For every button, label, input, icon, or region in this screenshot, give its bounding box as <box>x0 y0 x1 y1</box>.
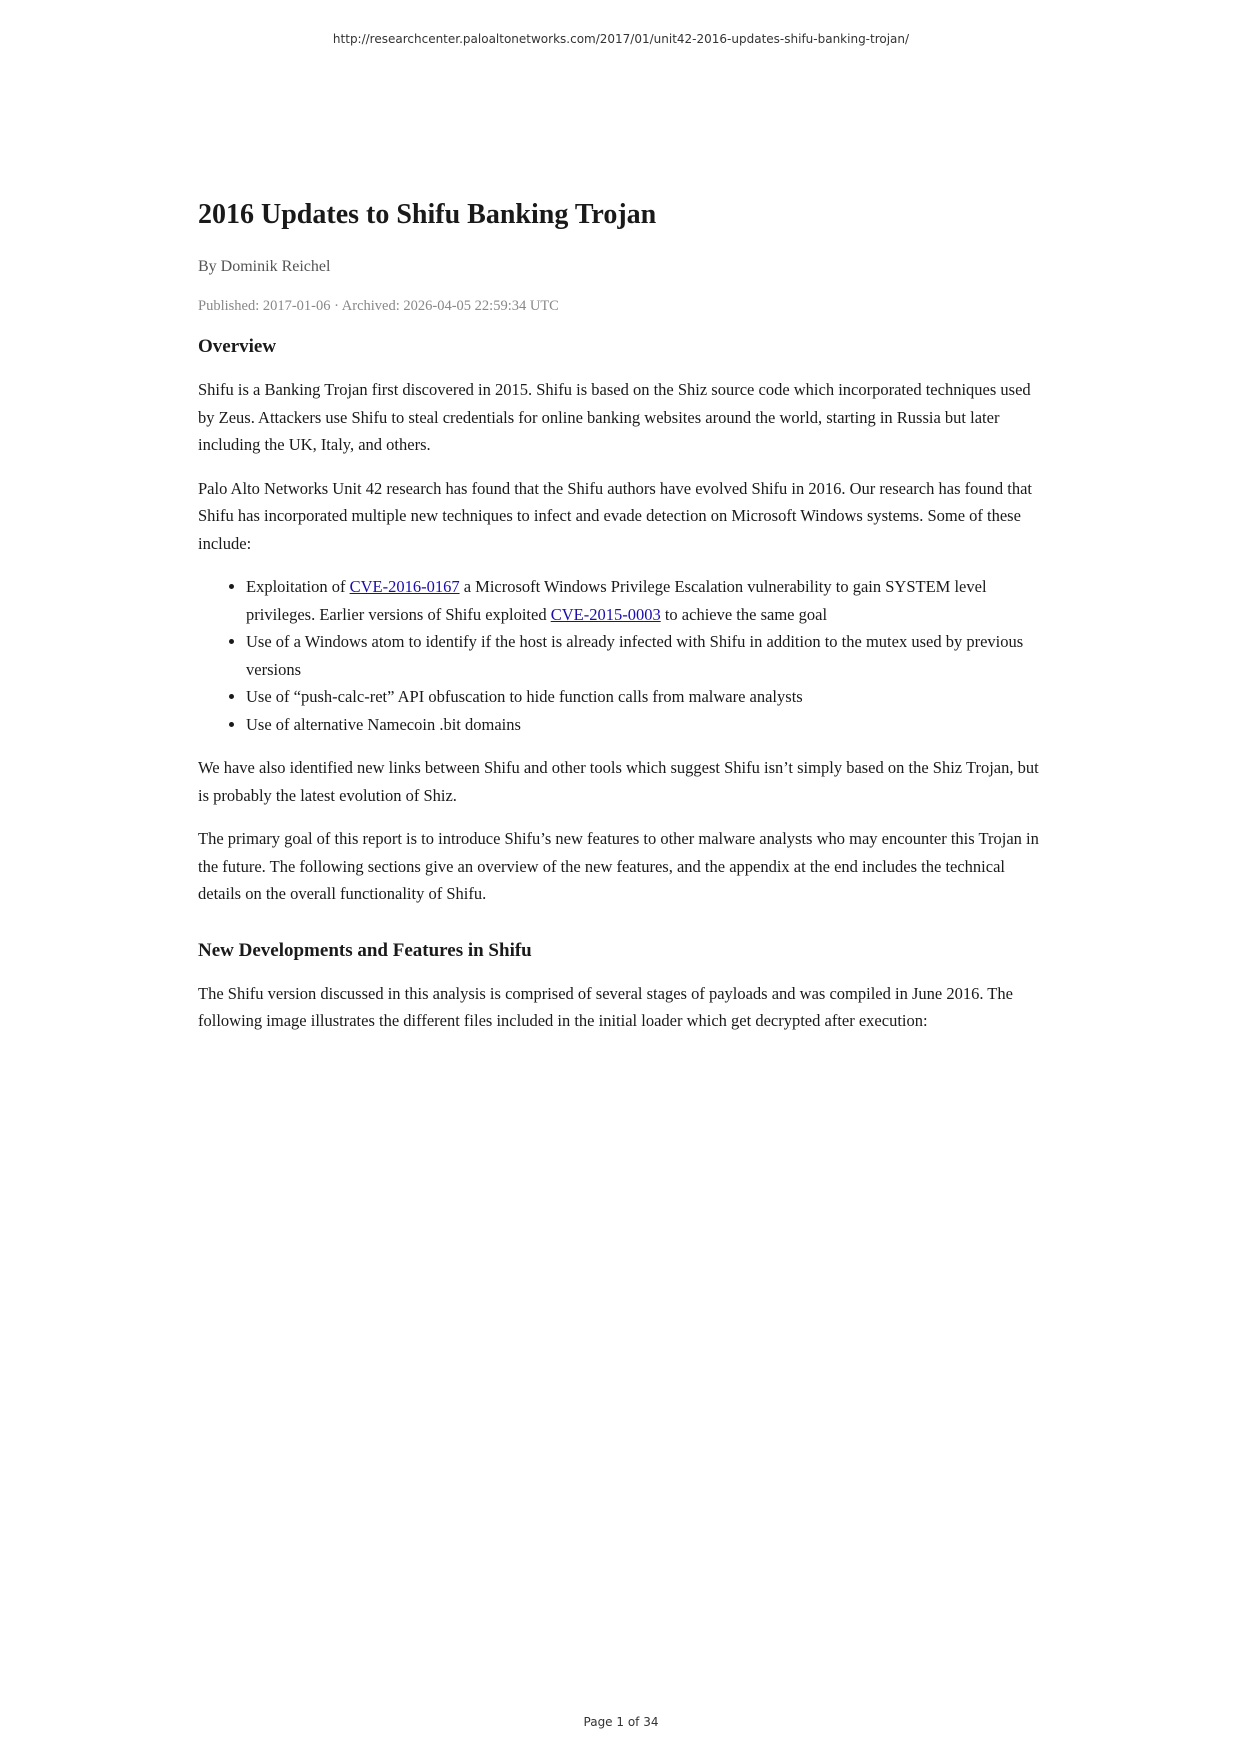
byline: By Dominik Reichel <box>198 258 331 275</box>
cve-2016-0167-link[interactable]: CVE-2016-0167 <box>349 577 460 596</box>
features-list <box>198 573 1050 738</box>
list-item: • Use of alternative Namecoin .bit domains <box>246 711 1050 739</box>
list-item: • Use of a Windows atom to identify if the host is already infected with Shifu in addition to the mutex used by previous versions <box>246 628 1050 683</box>
paragraph: Palo Alto Networks Unit 42 research has found that the Shifu authors have evolved Shifu in 2016. Our research has found that Shifu has incorporated multiple new techniques to infect and evade detection on Microsoft Windows systems. Some of these include: <box>198 478 1032 553</box>
page-title: 2016 Updates to Shifu Banking Trojan <box>198 199 657 230</box>
paragraph: Shifu is a Banking Trojan first discovered in 2015. Shifu is based on the Shiz source code which incorporated techniques used by Zeus. Attackers use Shifu to steal credentials for online banking websites around the world, starting in Russia but later including the UK, Italy, and others. <box>198 380 1031 454</box>
article <box>198 196 1050 1051</box>
paragraph: The Shifu version discussed in this analysis is comprised of several stages of payloads and was compiled in June 2016. The following image illustrates the different files included in the initial loader which get decrypted after execution: <box>198 983 1013 1030</box>
new-developments-heading: New Developments and Features in Shifu <box>198 939 532 961</box>
page-number: Page 1 of 34 <box>583 1715 659 1729</box>
list-item: • Exploitation of CVE-2016-0167 a Microsoft Windows Privilege Escalation vulnerability to gain SYSTEM level privileges. Earlier versions of Shifu exploited CVE-2015-0003 to achieve the same goal <box>246 573 1050 628</box>
cve-2015-0003-link[interactable]: CVE-2015-0003 <box>550 604 661 624</box>
source-url: http://researchcenter.paloaltonetworks.com/2017/01/unit42-2016-updates-shifu-banking-trojan/ <box>332 32 910 46</box>
paragraph: The primary goal of this report is to introduce Shifu’s new features to other malware analysts who may encounter this Trojan in the future. The following sections give an overview of the new features, and the appendix at the end includes the technical details on the overall functionality of Shifu. <box>198 829 1039 903</box>
list-item: • Use of “push-calc-ret” API obfuscation to hide function calls from malware analysts <box>246 683 1050 711</box>
publish-meta: Published: 2017-01-06 · Archived: 2026-04-05 22:59:34 UTC <box>198 298 559 314</box>
overview-heading: Overview <box>198 336 277 357</box>
paragraph: We have also identified new links between Shifu and other tools which suggest Shifu isn’t simply based on the Shiz Trojan, but is probably the latest evolution of Shiz. <box>198 758 1039 805</box>
